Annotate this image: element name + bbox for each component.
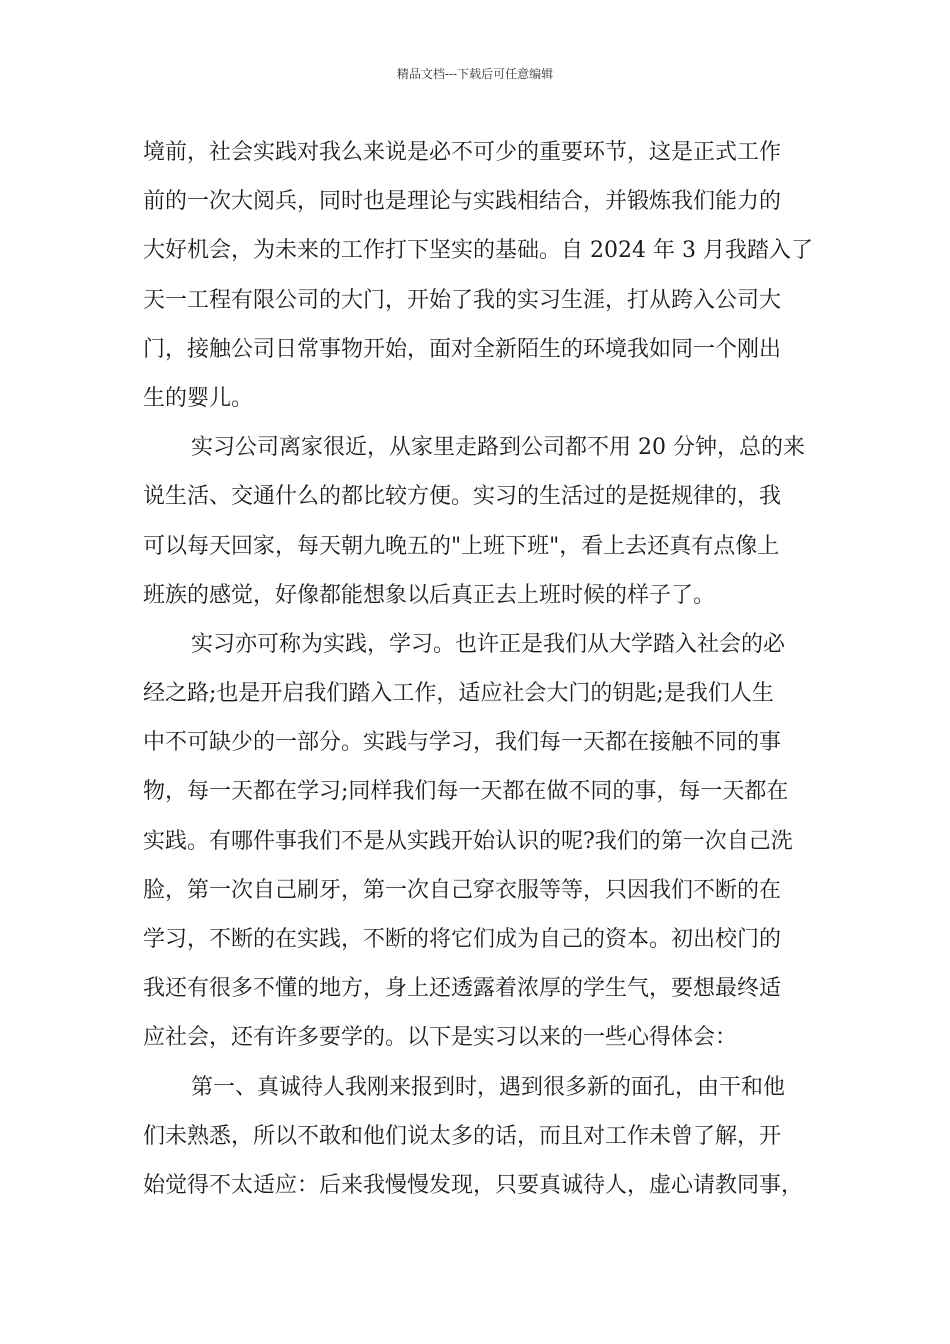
page-header: 精品文档---下载后可任意编辑: [396, 67, 554, 81]
text-line: 实习公司离家很近，从家里走路到公司都不用 20 分钟，总的来: [191, 435, 805, 461]
document-body: [143, 133, 823, 1215]
text-line: 始觉得不太适应：后来我慢慢发现，只要真诚待人，虚心请教同事，: [143, 1172, 804, 1198]
text-line: 实习亦可称为实践，学习。也许正是我们从大学踏入社会的必: [191, 631, 786, 657]
text-line: 物，每一天都在学习;同样我们每一天都在做不同的事，每一天都在: [143, 779, 789, 805]
text-line: 境前，社会实践对我么来说是必不可少的重要环节，这是正式工作: [143, 140, 782, 165]
text-line: 班族的感觉，好像都能想象以后真正去上班时候的样子了。: [143, 582, 716, 608]
text-line: 前的一次大阅兵，同时也是理论与实践相结合，并锻炼我们能力的: [143, 189, 782, 215]
text-line: 第一、真诚待人我刚来报到时，遇到很多新的面孔，由干和他: [191, 1074, 786, 1100]
text-line: 天一工程有限公司的大门，开始了我的实习生涯，打从跨入公司大: [143, 287, 782, 313]
text-line: 说生活、交通什么的都比较方便。实习的生活过的是挺规律的，我: [143, 484, 782, 510]
text-line: 门，接触公司日常事物开始，面对全新陌生的环境我如同一个刚出: [143, 336, 782, 362]
text-line: 经之路;也是开启我们踏入工作，适应社会大门的钥匙;是我们人生: [143, 681, 774, 707]
text-line: 们未熟悉，所以不敢和他们说太多的话，而且对工作未曾了解，开: [143, 1123, 782, 1149]
text-line: 生的婴儿。: [143, 385, 254, 411]
text-line: 学习，不断的在实践，不断的将它们成为自己的资本。初出校门的: [143, 927, 782, 952]
text-line: 我还有很多不懂的地方，身上还透露着浓厚的学生气，要想最终适: [143, 976, 782, 1002]
text-line: 大好机会，为未来的工作打下坚实的基础。自 2024 年 3 月我踏入了: [143, 238, 813, 264]
text-line: 中不可缺少的一部分。实践与学习，我们每一天都在接触不同的事: [143, 730, 782, 756]
text-line: 脸，第一次自己刷牙，第一次自己穿衣服等等，只因我们不断的在: [143, 877, 782, 903]
text-line: 应社会，还有许多要学的。以下是实习以来的一些心得体会：: [143, 1025, 738, 1051]
text-line: 实践。有哪件事我们不是从实践开始认识的呢?我们的第一次自己洗: [143, 828, 793, 854]
text-line: 可以每天回家，每天朝九晚五的"上班下班"，看上去还真有点像上: [143, 533, 780, 559]
